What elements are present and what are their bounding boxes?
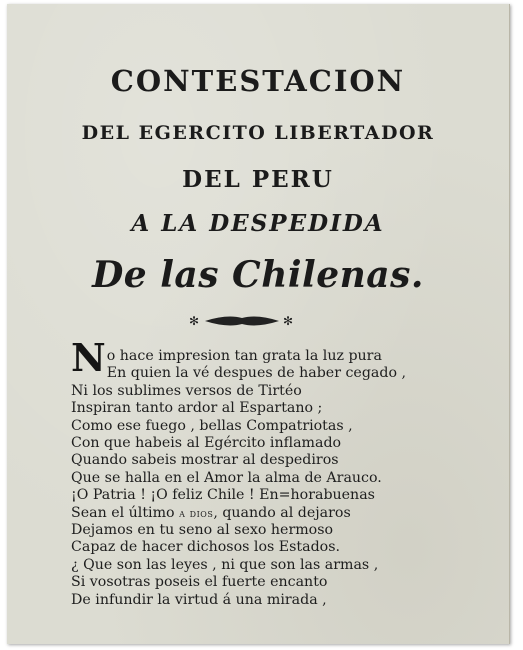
svg-text:✻: ✻ xyxy=(189,314,200,328)
svg-text:✻: ✻ xyxy=(283,314,294,328)
subtitle-chilenas: De las Chilenas. xyxy=(92,254,424,296)
poem-line-part: Sean el último xyxy=(71,504,180,521)
poem-line: Quando sabeis mostrar al despediros xyxy=(71,452,339,469)
document-title: CONTESTACION xyxy=(110,64,406,98)
poem-line xyxy=(71,505,491,522)
poem-line-part: , quando al dejaros xyxy=(213,504,351,521)
poem-line: En quien la vé despues de haber cegado , xyxy=(106,365,407,382)
poem-line: Dejamos en tu seno al sexo hermoso xyxy=(71,522,334,539)
subtitle-army: DEL EGERCITO LIBERTADOR xyxy=(81,122,435,144)
poem-line: Inspiran tanto ardor al Espartano ; xyxy=(71,400,323,417)
poem-line: o hace impresion tan grata la luz pura xyxy=(106,348,382,364)
poem-line: Como ese fuego , bellas Compatriotas , xyxy=(71,417,353,434)
document-page xyxy=(7,4,510,644)
subtitle-farewell: A LA DESPEDIDA xyxy=(131,210,385,237)
poem-line: Capaz de hacer dichosos los Estados. xyxy=(71,539,340,556)
poem-line: ¿ Que son las leyes , ni que son las armas , xyxy=(71,556,379,573)
poem-line: Si vosotras poseis el fuerte encanto xyxy=(71,574,328,591)
poem-line: Con que habeis al Egército inflamado xyxy=(71,435,342,452)
poem-line: De infundir la virtud á una mirada , xyxy=(71,591,327,608)
poem-text xyxy=(71,335,491,609)
poem-line: ¡O Patria ! ¡O feliz Chile ! En=horabuenas xyxy=(71,487,375,504)
small-caps-text: a dios xyxy=(179,505,214,520)
drop-cap: N xyxy=(71,335,106,380)
poem-line: Ni los sublimes versos de Tirtéo xyxy=(71,382,302,399)
poem-line: Que se halla en el Amor la alma de Arauco. xyxy=(71,469,382,486)
subtitle-peru: DEL PERU xyxy=(182,166,334,193)
decorative-rule-icon xyxy=(187,312,297,330)
